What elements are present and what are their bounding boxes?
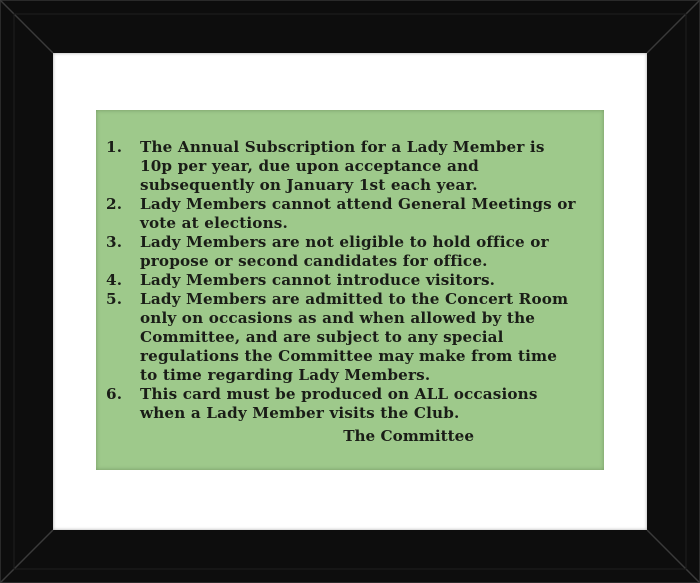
- rule-text: The Annual Subscription for a Lady Member is 10p per year, due upon acceptance and subsequently on January 1st each year.: [140, 138, 545, 194]
- rule-number: 4.: [106, 271, 123, 289]
- rules-list: [106, 138, 576, 423]
- rule-text: Lady Members are not eligible to hold office or propose or second candidates for office.: [140, 233, 549, 270]
- rule-item: [106, 195, 576, 233]
- rule-item: [106, 138, 576, 195]
- rule-number: 2.: [106, 195, 123, 213]
- rule-number: 5.: [106, 290, 123, 308]
- rule-item: [106, 385, 576, 423]
- rule-item: [106, 290, 576, 385]
- rule-text: This card must be produced on ALL occasions when a Lady Member visits the Club.: [140, 385, 538, 422]
- rule-text: Lady Members cannot attend General Meetings or vote at elections.: [140, 195, 576, 232]
- rule-number: 1.: [106, 138, 123, 156]
- rule-item: [106, 271, 576, 290]
- membership-card: [96, 110, 604, 470]
- rule-number: 6.: [106, 385, 123, 403]
- rule-number: 3.: [106, 233, 123, 251]
- committee-signoff: The Committee: [343, 427, 474, 445]
- rule-text: Lady Members cannot introduce visitors.: [140, 271, 496, 289]
- rule-text: Lady Members are admitted to the Concert Room only on occasions as and when allowed by the Committee, and are subject to any special regulations the Committee may make from time to time regarding Lady Members.: [140, 290, 569, 384]
- rule-item: [106, 233, 576, 271]
